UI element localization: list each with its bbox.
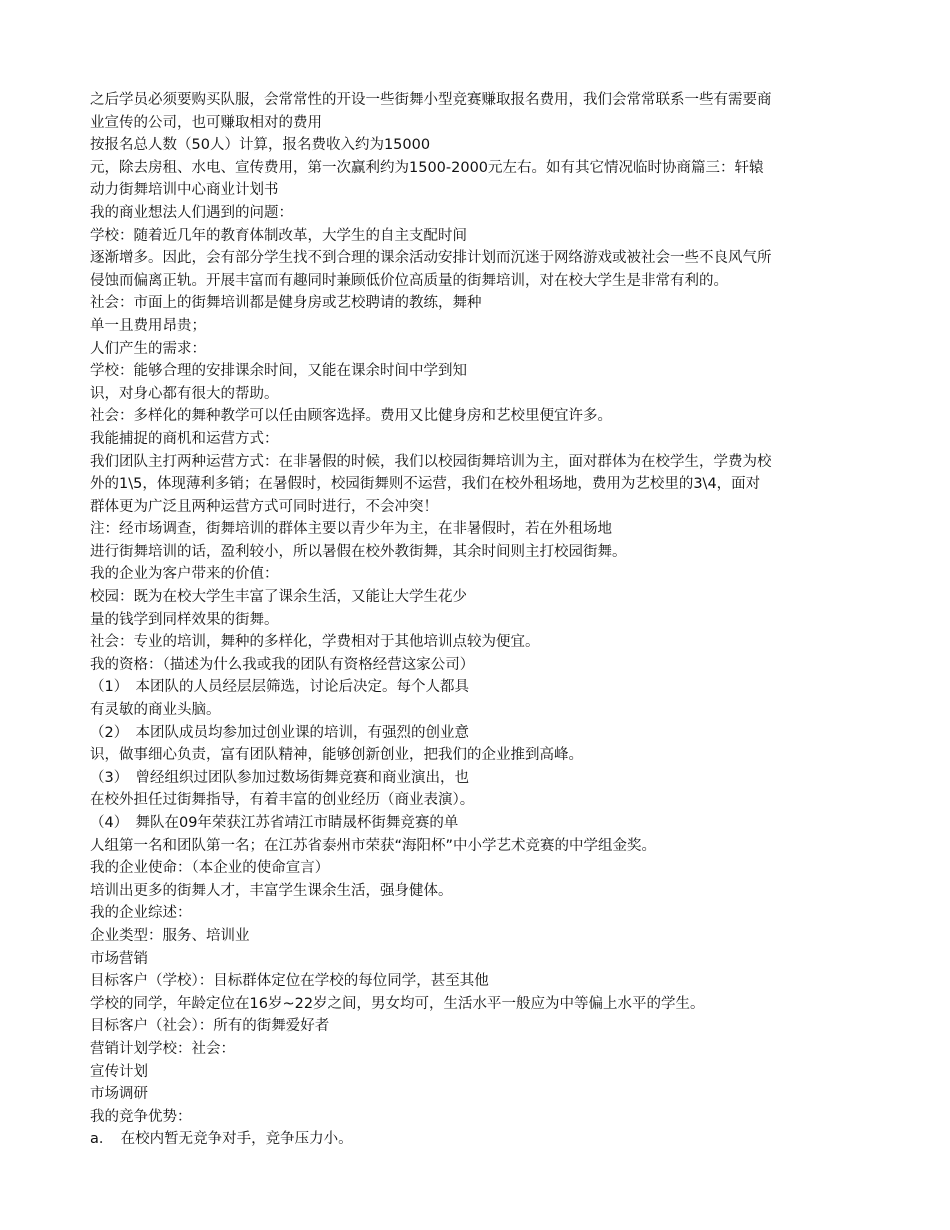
text-line: 学校：随着近几年的教育体制改革，大学生的自主支配时间 (90, 227, 467, 244)
text-line: 人们产生的需求： (90, 340, 206, 357)
text-line: 校园：既为在校大学生丰富了课余生活，又能让大学生花少 (90, 589, 467, 606)
text-line: （3） 曾经组织过团队参加过数场街舞竞赛和商业演出，也 (90, 769, 469, 786)
text-line: 我的资格：（描述为什么我或我的团队有资格经营这家公司） (90, 656, 475, 673)
text-line: 量的钱学到同样效果的街舞。 (90, 611, 279, 628)
text-line: 有灵敏的商业头脑。 (90, 702, 221, 719)
text-line: 元，除去房租、水电、宣传费用，第一次赢利约为1500-2000元左右。如有其它情况临时协商篇三：轩辕 (90, 159, 764, 176)
text-line: 市场调研 (90, 1086, 148, 1103)
text-line: 识，做事细心负责，富有团队精神，能够创新创业，把我们的企业推到高峰。 (90, 747, 583, 764)
text-line: 社会：多样化的舞种教学可以任由顾客选择。费用又比健身房和艺校里便宜许多。 (90, 408, 612, 425)
text-line: 在校外担任过街舞指导，有着丰富的创业经历（商业表演）。 (90, 792, 475, 809)
text-line: 社会：专业的培训，舞种的多样化，学费相对于其他培训点较为便宜。 (90, 634, 540, 651)
text-line: 宣传计划 (90, 1063, 148, 1080)
text-line: 群体更为广泛且两种运营方式可同时进行，不会冲突！ (90, 498, 438, 515)
text-line: （4） 舞队在09年荣获江苏省靖江市睛晟杯街舞竞赛的单 (90, 815, 459, 831)
text-line: 目标客户（学校）：目标群体定位在学校的每位同学，甚至其他 (90, 973, 489, 990)
text-line: 业宣传的公司，也可赚取相对的费用 (90, 114, 322, 131)
text-line: 企业类型：服务、培训业 (90, 927, 250, 944)
text-line: 逐渐增多。因此，会有部分学生找不到合理的课余活动安排计划而沉迷于网络游戏或被社会一些不良风气所 (90, 250, 772, 267)
text-line: 按报名总人数（50人）计算，报名费收入约为15000 (90, 137, 431, 154)
text-line: a． 在校内暂无竞争对手，竞争压力小。 (90, 1131, 353, 1148)
text-line: 之后学员必须要购买队服，会常常性的开设一些街舞小型竞赛赚取报名费用，我们会常常联系一些有需要商 (90, 92, 772, 108)
text-line: 目标客户（社会）：所有的街舞爱好者 (90, 1018, 330, 1035)
text-line: 人组第一名和团队第一名；在江苏省泰州市荣获“海阳杯”中小学艺术竞赛的中学组金奖。 (90, 837, 657, 854)
text-line: （2） 本团队成员均参加过创业课的培训，有强烈的创业意 (90, 724, 469, 741)
text-line: 社会：市面上的街舞培训都是健身房或艺校聘请的教练，舞种 (90, 295, 482, 312)
text-line: 外的1\5，体现薄利多销；在暑假时，校园街舞则不运营，我们在校外租场地，费用为艺校里的3\4，面对 (90, 476, 761, 493)
text-line: 侵蚀而偏离正轨。开展丰富而有趣同时兼顾低价位高质量的街舞培训，对在校大学生是非常有利的。 (90, 272, 728, 289)
text-line: 我的竞争优势： (90, 1108, 192, 1125)
text-line: 市场营销 (90, 950, 148, 967)
text-line: 学校：能够合理的安排课余时间，又能在课余时间中学到知 (90, 363, 467, 380)
text-line: （1） 本团队的人员经层层筛选，讨论后决定。每个人都具 (90, 679, 469, 696)
text-line: 注：经市场调查，街舞培训的群体主要以青少年为主，在非暑假时，若在外租场地 (90, 521, 612, 538)
text-line: 我的企业为客户带来的价值： (90, 566, 279, 583)
text-line: 我们团队主打两种运营方式：在非暑假的时候，我们以校园街舞培训为主，面对群体为在校学生，学费为校 (90, 453, 772, 470)
text-line: 动力街舞培训中心商业计划书 (90, 182, 279, 199)
text-line: 进行街舞培训的话，盈利较小，所以暑假在校外教街舞，其余时间则主打校园街舞。 (90, 543, 627, 560)
text-line: 我的商业想法人们遇到的问题： (90, 204, 293, 221)
text-line: 学校的同学，年龄定位在16岁~22岁之间，男女均可，生活水平一般应为中等偏上水平的学生。 (90, 995, 705, 1012)
text-line: 营销计划学校：社会： (90, 1040, 235, 1057)
text-line: 我能捕捉的商机和运营方式： (90, 430, 279, 447)
text-line: 我的企业综述： (90, 905, 192, 922)
text-line: 培训出更多的街舞人才，丰富学生课余生活，强身健体。 (90, 882, 453, 899)
text-line: 我的企业使命：（本企业的使命宣言） (90, 860, 330, 877)
text-line: 识，对身心都有很大的帮助。 (90, 385, 279, 402)
document-body (90, 89, 860, 1151)
text-line: 单一且费用昂贵； (90, 317, 206, 334)
